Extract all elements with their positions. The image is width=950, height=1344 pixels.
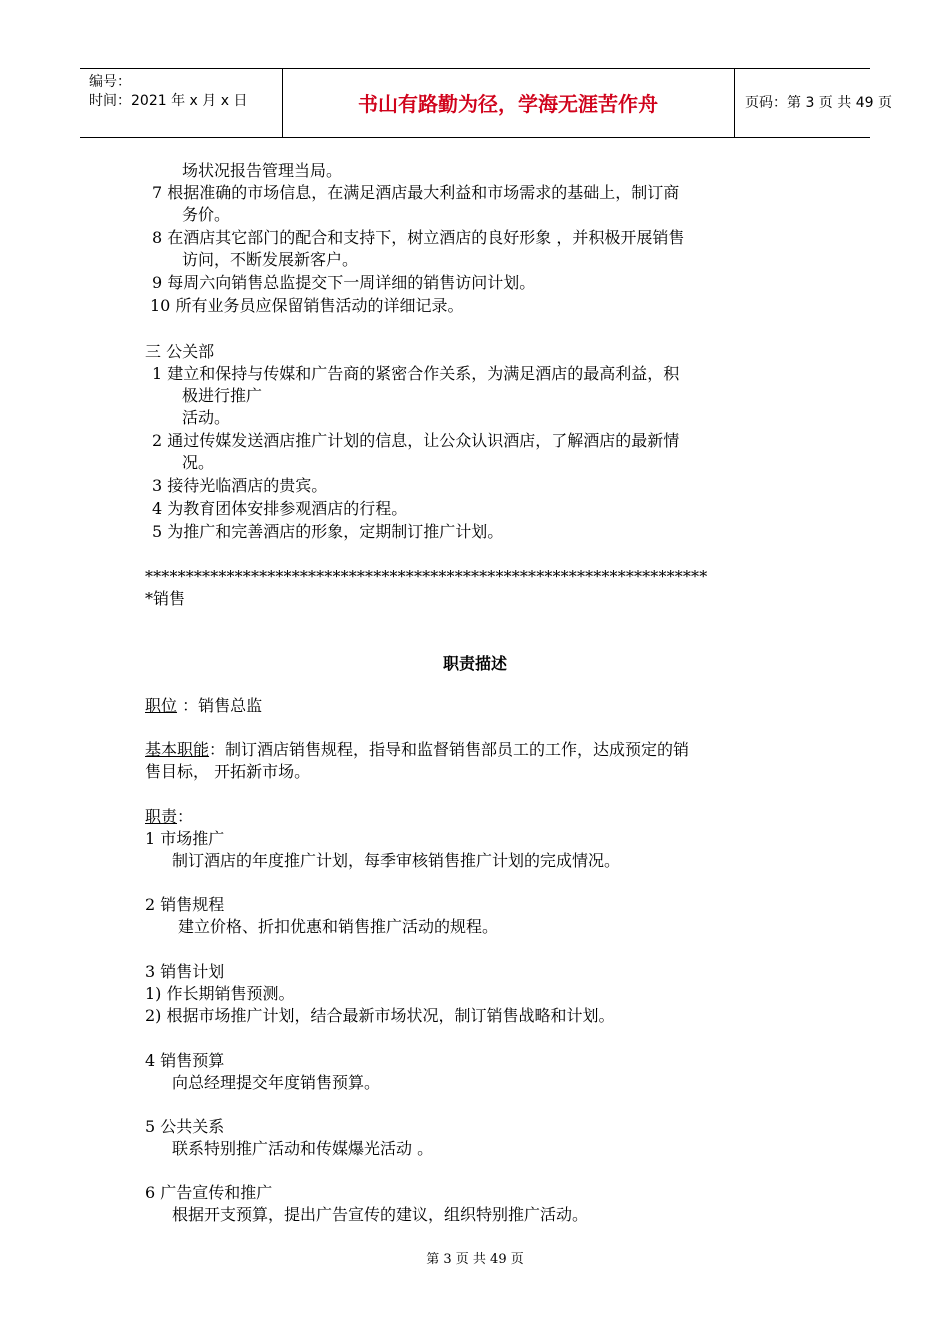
body-line: 活动。 — [182, 408, 231, 427]
separator-line: ********************************************************************* — [145, 567, 708, 586]
header-motto-cell — [282, 69, 735, 137]
duty-text: 联系特别推广活动和传媒爆光活动 。 — [172, 1139, 434, 1158]
duty-text: 根据开支预算，提出广告宣传的建议，组织特别推广活动。 — [172, 1205, 589, 1224]
page-footer: 第 3 页 共 49 页 — [426, 1252, 524, 1267]
duty-subitem: 1) 作长期销售预测。 — [145, 984, 295, 1003]
body-line: 8 在酒店其它部门的配合和支持下，树立酒店的良好形象 ，并积极开展销售 — [152, 228, 685, 247]
basic-function-label: 基本职能 — [145, 740, 210, 759]
page-header — [80, 68, 892, 138]
body-line: 10 所有业务员应保留销售活动的详细记录。 — [150, 296, 464, 315]
document-number: 编号： — [89, 74, 131, 90]
duty-text: 制订酒店的年度推广计划，每季审核销售推广计划的完成情况。 — [172, 851, 621, 870]
motto: 书山有路勤为径，学海无涯苦作舟 — [358, 92, 658, 116]
basic-function-text: ：制订酒店销售规程，指导和监督销售部员工的工作，达成预定的销 — [209, 740, 690, 759]
duty-text: 建立价格、折扣优惠和销售推广活动的规程。 — [178, 917, 499, 936]
duty-heading: 4 销售预算 — [145, 1051, 225, 1070]
body-line: 5 为推广和完善酒店的形象，定期制订推广计划。 — [152, 522, 504, 541]
duty-heading: 1 市场推广 — [145, 829, 225, 848]
duty-text: 向总经理提交年度销售预算。 — [172, 1073, 381, 1092]
duty-heading: 5 公共关系 — [145, 1117, 225, 1136]
header-meta-cell — [80, 69, 283, 137]
body-line: 场状况报告管理当局。 — [182, 161, 343, 180]
basic-function-line — [145, 739, 689, 761]
position-label: 职位 — [145, 696, 178, 715]
duties-heading — [145, 806, 193, 828]
body-line: 4 为教育团体安排参观酒店的行程。 — [152, 499, 408, 518]
body-line: 1 建立和保持与传媒和广告商的紧密合作关系，为满足酒店的最高利益，积 — [152, 364, 680, 383]
body-line: 7 根据准确的市场信息，在满足酒店最大利益和市场需求的基础上，制订商 — [152, 183, 680, 202]
basic-function-line: 售目标， 开拓新市场。 — [145, 762, 311, 781]
body-line: 极进行推广 — [182, 386, 263, 405]
section-title: 职责描述 — [442, 654, 507, 673]
body-line: *销售 — [145, 589, 186, 608]
duty-heading: 3 销售计划 — [145, 962, 225, 981]
document-date: 时间：2021 年 x 月 x 日 — [89, 93, 248, 109]
duties-label: 职责 — [145, 807, 178, 826]
body-line: 况。 — [182, 453, 215, 472]
page-info: 页码：第 3 页 共 49 页 — [745, 95, 892, 111]
position-value: ：销售总监 — [177, 696, 263, 715]
header-page-cell — [735, 69, 892, 137]
duty-heading: 6 广告宣传和推广 — [145, 1183, 273, 1202]
body-line: 务价。 — [182, 205, 231, 224]
duties-colon: ： — [177, 807, 194, 826]
section-heading: 三 公关部 — [145, 342, 215, 361]
body-line: 2 通过传媒发送酒店推广计划的信息，让公众认识酒店，了解酒店的最新情 — [152, 431, 680, 450]
position-line — [145, 695, 262, 717]
body-line: 访问，不断发展新客户。 — [182, 250, 359, 269]
duty-subitem: 2) 根据市场推广计划，结合最新市场状况，制订销售战略和计划。 — [145, 1006, 615, 1025]
duty-heading: 2 销售规程 — [145, 895, 225, 914]
body-line: 3 接待光临酒店的贵宾。 — [152, 476, 328, 495]
body-line: 9 每周六向销售总监提交下一周详细的销售访问计划。 — [152, 273, 536, 292]
